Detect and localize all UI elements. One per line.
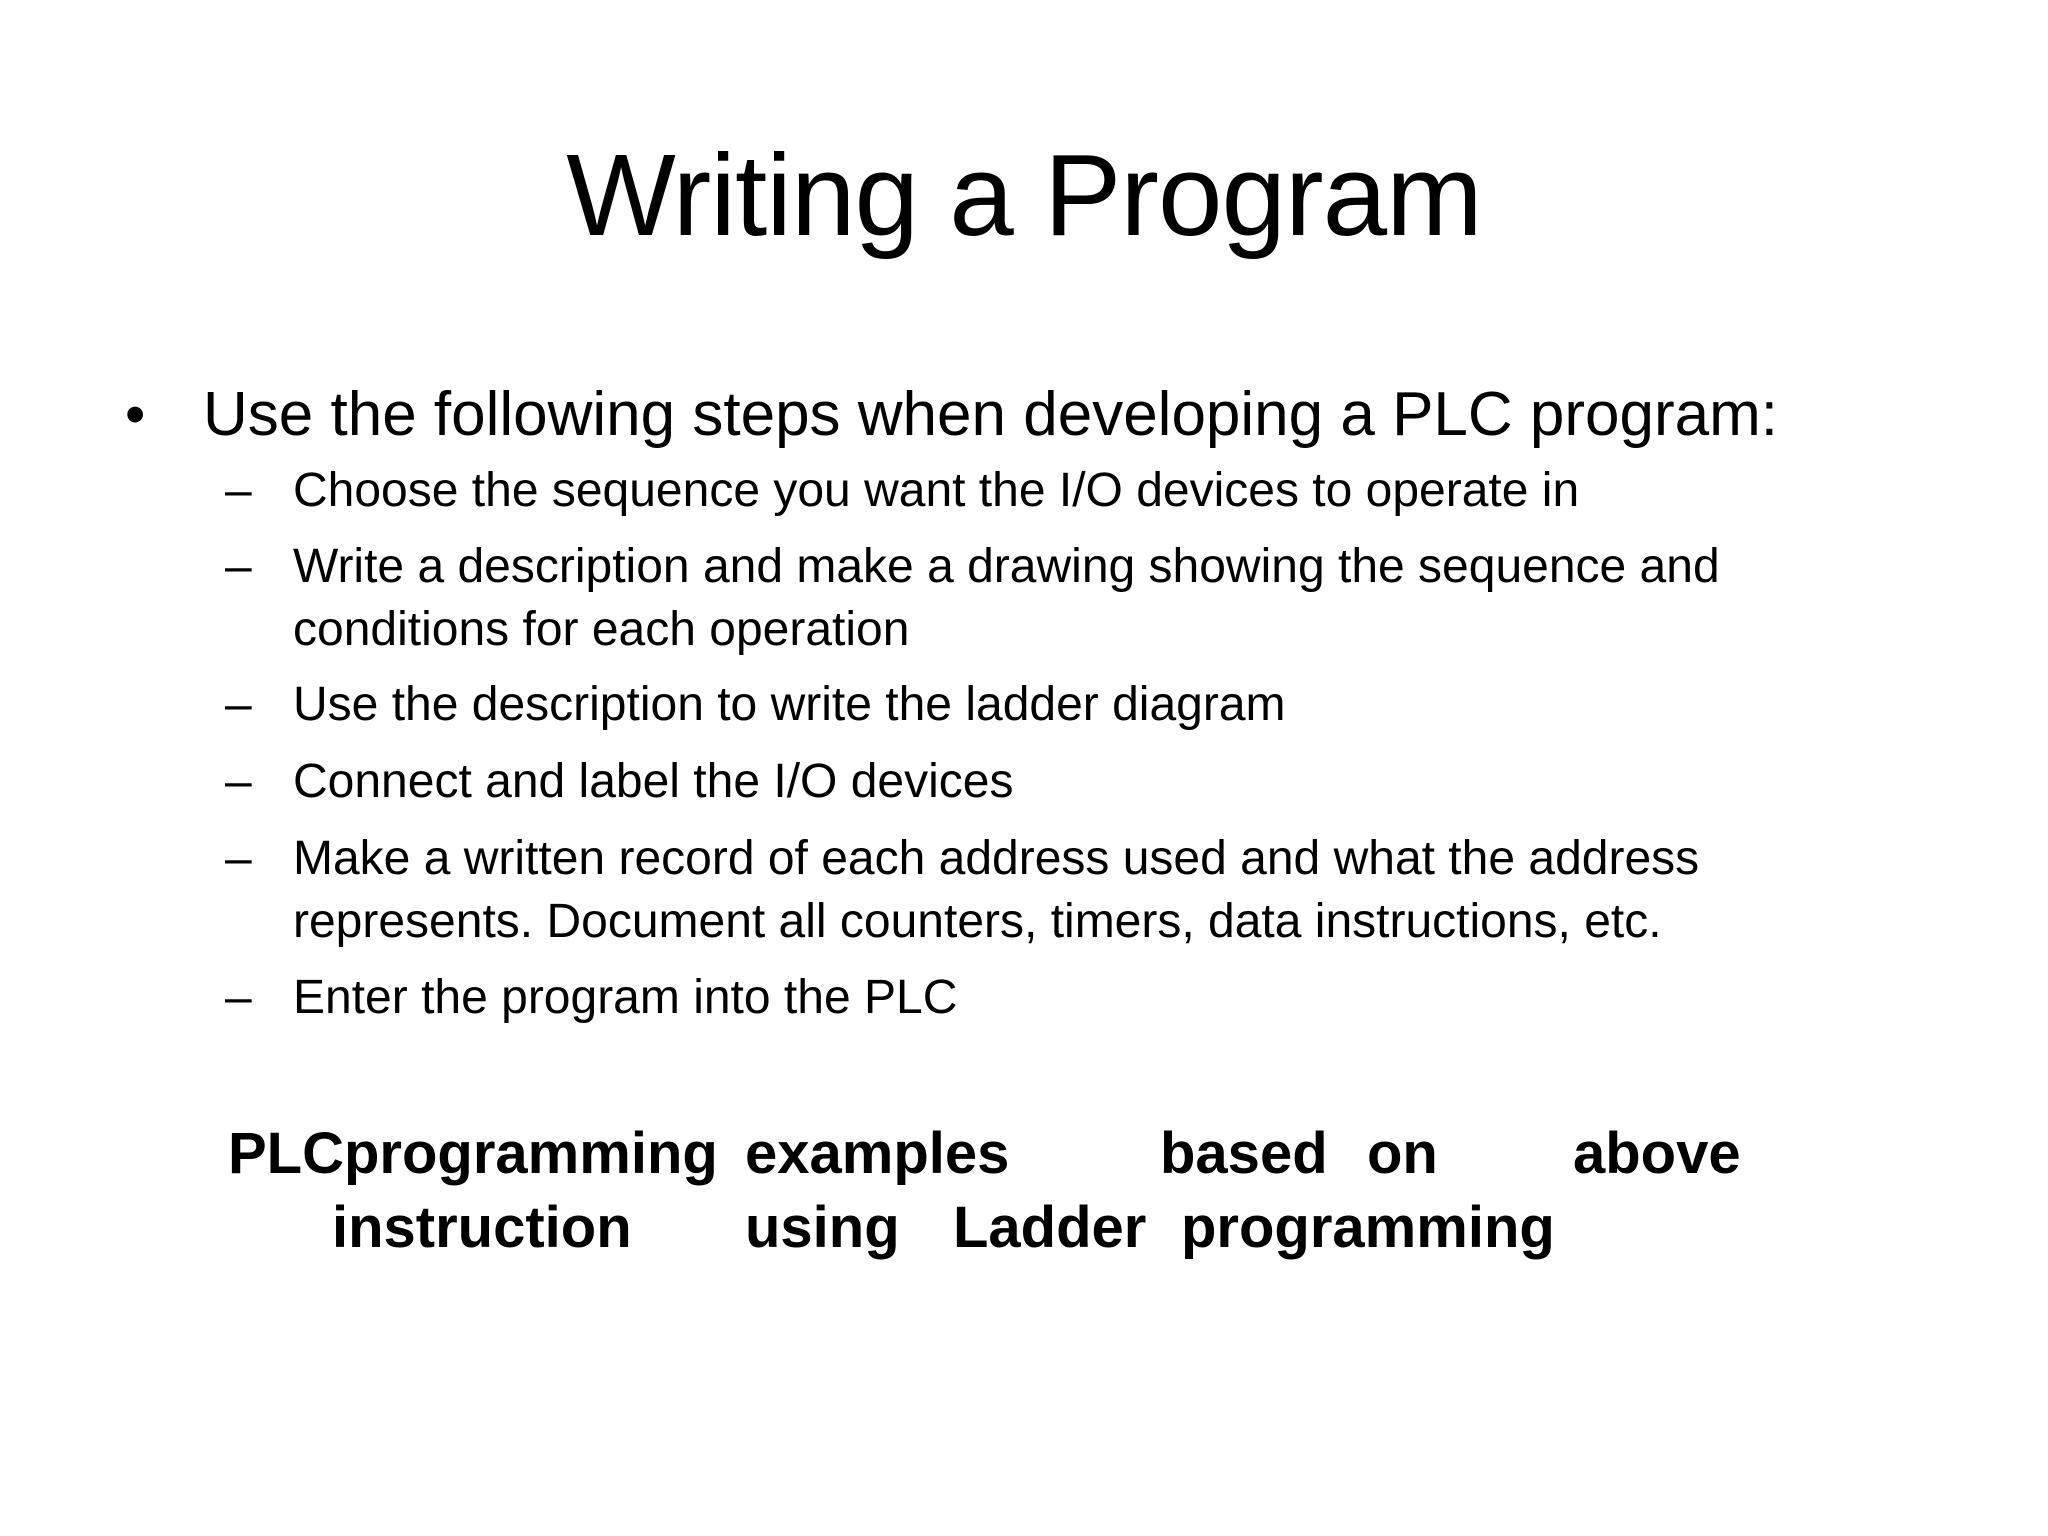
footer-word: PLCprogramming	[228, 1121, 718, 1186]
footer-word: examples	[745, 1121, 1010, 1186]
main-bullet-text: Use the following steps when developing a PLC program:	[203, 380, 1779, 449]
dash-marker: –	[225, 971, 252, 1024]
bullet-dot-icon: •	[125, 382, 146, 447]
main-bullet	[125, 375, 1975, 455]
step-text	[293, 459, 1913, 522]
footer-word: using	[745, 1195, 900, 1260]
step-line: Make a written record of each address used and what the address	[293, 832, 1700, 885]
step-line: Enter the program into the PLC	[293, 971, 958, 1024]
slide-title: Writing a Program	[566, 130, 1482, 260]
step-text	[293, 966, 1913, 1029]
footer-word: programming	[1181, 1195, 1555, 1260]
step-text	[293, 535, 1913, 661]
step-line: represents. Document all counters, timers, data instructions, etc.	[293, 895, 1662, 948]
step-line: Use the description to write the ladder diagram	[293, 678, 1286, 731]
step-line: conditions for each operation	[293, 603, 910, 656]
footer-word: Ladder	[953, 1195, 1147, 1260]
dash-marker: –	[225, 832, 252, 885]
step-text	[293, 827, 1913, 953]
footer-word: based	[1160, 1121, 1328, 1186]
step-line: Write a description and make a drawing showing the sequence and	[293, 540, 1720, 593]
dash-marker: –	[225, 678, 252, 731]
step-text	[293, 750, 1913, 813]
dash-marker: –	[225, 540, 252, 593]
dash-marker: –	[225, 755, 252, 808]
footer-word: above	[1573, 1121, 1741, 1186]
step-line: Connect and label the I/O devices	[293, 755, 1014, 808]
step-line: Choose the sequence you want the I/O devices to operate in	[293, 464, 1580, 517]
dash-marker: –	[225, 464, 252, 517]
step-text	[293, 673, 1913, 736]
footer-word: on	[1367, 1121, 1438, 1186]
footer-word: instruction	[332, 1195, 632, 1260]
